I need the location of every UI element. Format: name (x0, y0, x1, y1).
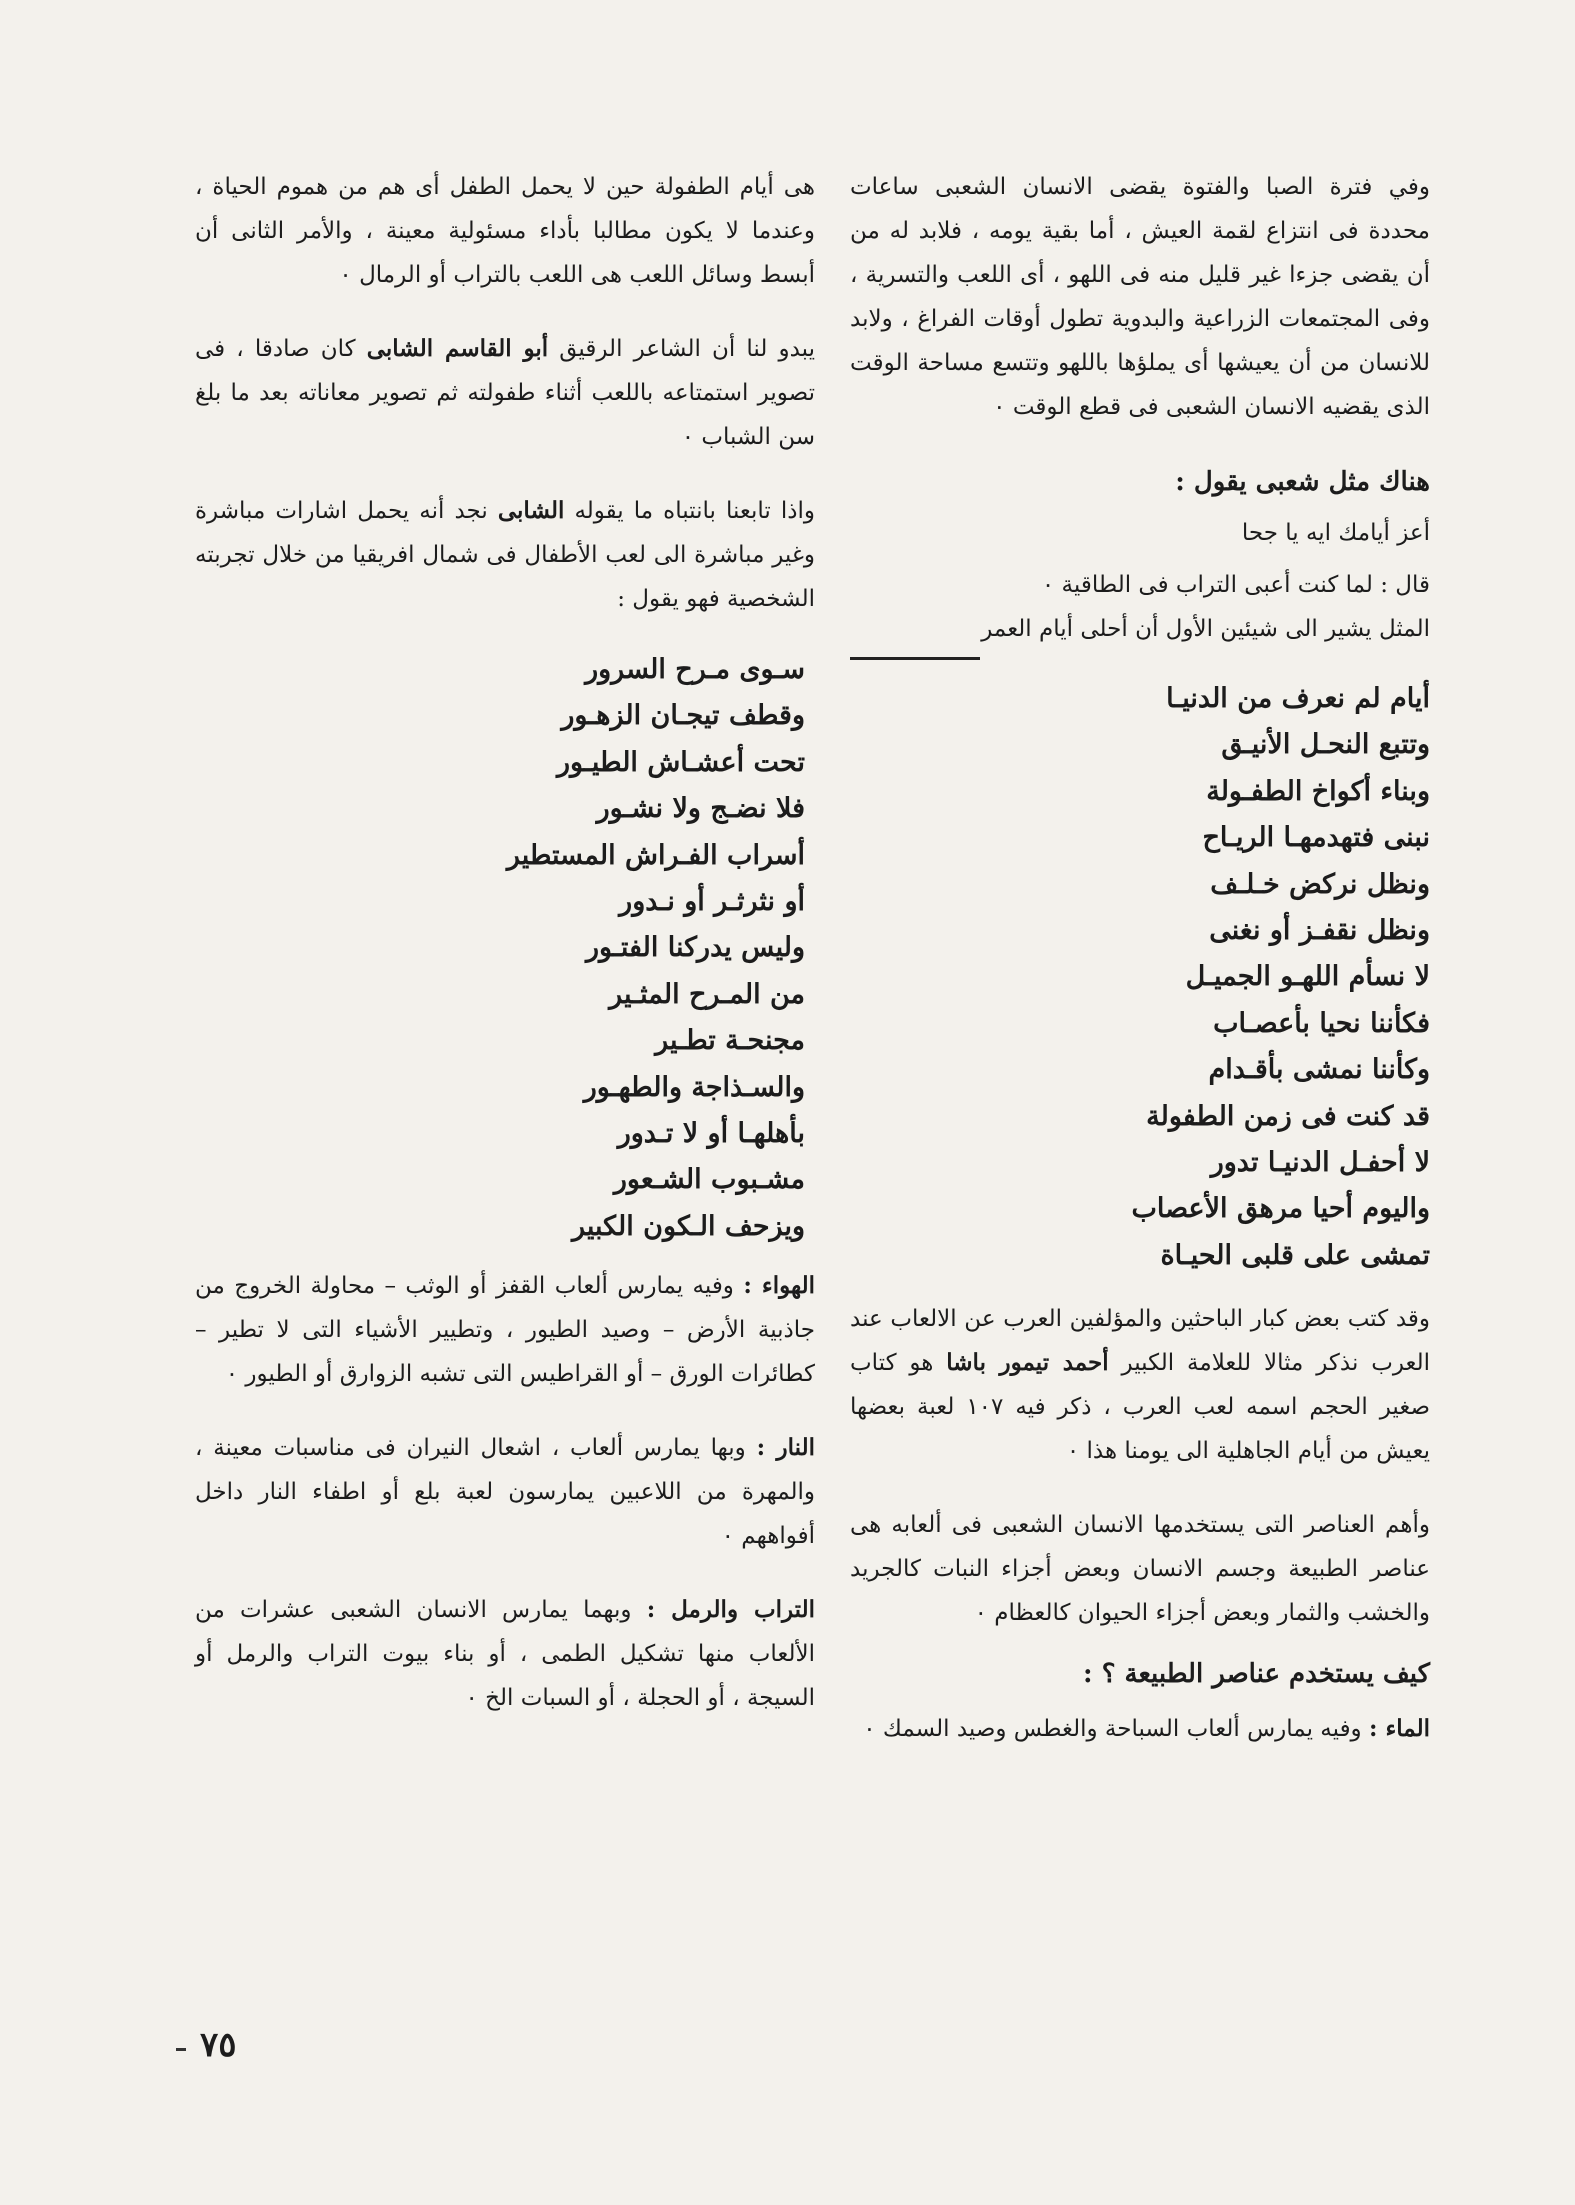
water-paragraph (850, 1707, 1430, 1751)
separator-rule (850, 657, 980, 660)
question-heading: كيف يستخدم عناصر الطبيعة ؟ : (1083, 1659, 1430, 1690)
left-column (195, 165, 815, 1720)
poem-line: فكأننا نحيا بأعصـاب (1213, 1007, 1430, 1039)
fire-label: النار : (756, 1434, 816, 1462)
poem-line: من المـرح المثـير (609, 978, 805, 1010)
author-name-taymur: أحمد تيمور باشا (946, 1349, 1109, 1377)
poem-line: وقطف تيجـان الزهـور (561, 700, 805, 732)
poem-line: قد كنت فى زمن الطفولة (1146, 1100, 1430, 1132)
poem-line: تحت أعشـاش الطيـور (557, 746, 805, 778)
poem-line: مجنحـة تطـير (655, 1025, 805, 1057)
proverb-line-2: قال : لما كنت أعبى التراب فى الطاقية ٠ (1041, 572, 1430, 598)
proverb-note: المثل يشير الى شيئين الأول أن أحلى أيام العمر (981, 616, 1430, 642)
followup-end: نجد أنه يحمل اشارات مباشرة وغير مباشرة الى لعب الأطفال فى شمال افريقيا من خلال تجربته الشخصية فهو يقول : (195, 498, 815, 612)
poem-line: أو نثرثـر أو نـدور (619, 886, 805, 918)
poem-line: مشـبوب الشـعور (613, 1164, 805, 1196)
poem-line: لا أحفـل الدنيـا تدور (1210, 1147, 1430, 1179)
poem-line: ونظل نقفـز أو نغنى (1209, 915, 1430, 947)
right-column (850, 165, 1430, 1751)
poet-name-short: الشابى (497, 497, 565, 524)
chabbi-poem-right-hemistichs (850, 676, 1430, 1279)
page-number-mark (176, 2048, 186, 2051)
elements-paragraph: وأهم العناصر التى يستخدمها الانسان الشعبى فى ألعابه هى عناصر الطبيعة وجسم الانسان وبعض أجزاء النبات كالجريد والخشب والثمار وبعض أجزاء الحيوان كالعظام ٠ (850, 1512, 1430, 1627)
poem-line: بأهلهـا أو لا تـدور (617, 1118, 805, 1150)
page-number: ٧٥ (200, 2025, 237, 2065)
chabbi-followup-paragraph (195, 489, 815, 621)
poem-line: أيام لم نعرف من الدنيـا (1166, 683, 1430, 714)
poem-line: أسراب الفـراش المستطير (506, 839, 805, 871)
poem-line: نبنى فتهدمهـا الريـاح (1202, 822, 1430, 854)
air-text: وفيه يمارس ألعاب القفز أو الوثب – محاولة الخروج من جاذبية الأرض – وصيد الطيور ، وتطيير الأشياء التى لا تطير – كطائرات الورق – أو القراطيس التى تشبه الزوارق أو الطيور ٠ (195, 1273, 815, 1388)
chabbi-intro-paragraph (195, 327, 815, 459)
chabbi-intro-start: يبدو لنا أن الشاعر الرقيق (559, 336, 816, 362)
poem-line: وليس يدركنا الفتـور (585, 932, 805, 964)
chabbi-poem-left-hemistichs (375, 647, 815, 1250)
fire-paragraph (195, 1426, 815, 1558)
childhood-paragraph: هى أيام الطفولة حين لا يحمل الطفل أى هم من هموم الحياة ، وعندما لا يكون مطالبا بأداء مسئولية معينة ، والأمر الثانى أن أبسط وسائل اللعب هى اللعب بالتراب أو الرمال ٠ (195, 174, 815, 288)
followup-start: واذا تابعنا بانتباه ما يقوله (574, 498, 816, 524)
proverb-heading: هناك مثل شعبى يقول : (1175, 467, 1430, 497)
poem-line: سـوى مـرح السرور (585, 654, 805, 685)
taymur-text-end: هو كتاب صغير الحجم اسمه لعب العرب ، ذكر فيه ١٠٧ لعبة بعضها يعيش من أيام الجاهلية الى يومنا هذا ٠ (850, 1350, 1430, 1465)
poem-line: وتتبع النحـل الأنيـق (1221, 729, 1430, 761)
poem-line: لا نسأم اللهـو الجميـل (1185, 961, 1430, 993)
poem-line: فلا نضـج ولا نشـور (596, 793, 805, 825)
water-label: الماء : (1368, 1715, 1430, 1743)
sand-paragraph (195, 1588, 815, 1720)
taymur-paragraph (850, 1297, 1430, 1473)
poem-line: وكأننا نمشى بأقـدام (1208, 1054, 1430, 1086)
chabbi-intro-end: كان صادقا ، فى تصوير استمتاعه باللعب أثناء طفولته ثم تصوير معاناته بعد ما بلغ سن الشباب ٠ (195, 336, 815, 450)
sand-label: التراب والرمل : (646, 1596, 816, 1624)
air-paragraph (195, 1264, 815, 1396)
poem-line: وبناء أكواخ الطفـولة (1206, 775, 1430, 807)
poem-line: ونظل نركض خـلـف (1210, 868, 1430, 900)
poem-line: والسـذاجة والطهـور (583, 1071, 805, 1103)
air-label: الهواء : (743, 1272, 815, 1300)
poet-name-chabbi: أبو القاسم الشابى (366, 335, 549, 362)
sand-text: وبهما يمارس الانسان الشعبى عشرات من الألعاب منها تشكيل الطمى ، أو بناء بيوت التراب والرمل أو السيجة ، أو الحجلة ، أو السبات الخ ٠ (195, 1597, 815, 1712)
fire-text: وبها يمارس ألعاب ، اشعال النيران فى مناسبات معينة ، والمهرة من اللاعبين يمارسون لعبة بلع أو اطفاء النار داخل أفواههم ٠ (195, 1435, 815, 1550)
intro-paragraph: وفي فترة الصبا والفتوة يقضى الانسان الشعبى ساعات محددة فى انتزاع لقمة العيش ، أما بقية يومه ، فلابد له من أن يقضى جزءا غير قليل منه فى اللهو ، أى اللعب والتسرية ، وفى المجتمعات الزراعية والبدوية تطول أوقات الفراغ ، ولابد للانسان من أن يعيشها أى يملؤها باللهو وتتسع مساحة الوقت الذى يقضيه الانسان الشعبى فى قطع الوقت ٠ (850, 174, 1430, 420)
taymur-text-start: وقد كتب بعض كبار الباحثين والمؤلفين العرب عن الالعاب عند العرب نذكر مثالا للعلامة الكبير (850, 1306, 1431, 1377)
proverb-line-1: أعز أيامك ايه يا جحا (1241, 520, 1430, 546)
poem-line: ويزحف الـكون الكبير (571, 1210, 805, 1242)
water-text: وفيه يمارس ألعاب السباحة والغطس وصيد السمك ٠ (863, 1716, 1362, 1743)
poem-line: واليوم أحيا مرهق الأعصاب (1131, 1193, 1430, 1225)
poem-line: تمشى على قلبى الحيـاة (1160, 1239, 1430, 1271)
